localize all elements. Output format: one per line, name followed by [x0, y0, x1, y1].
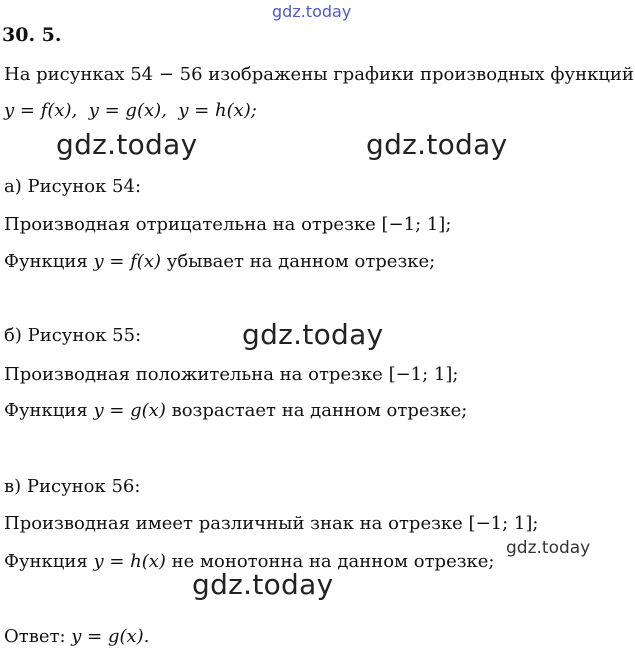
part-a-heading: а) Рисунок 54: [4, 176, 142, 197]
problem-number: 30. 5. [2, 24, 62, 46]
function-f: y = f(x), [4, 100, 78, 121]
watermark: gdz.today [242, 318, 384, 351]
function-list [4, 100, 257, 122]
interval: [−1; 1]; [468, 513, 539, 534]
part-c-derivative: Производная имеет различный знак на отрезке [−1; 1]; [4, 513, 539, 534]
part-b-heading: б) Рисунок 55: [4, 325, 142, 346]
answer-label: Ответ: [4, 626, 72, 647]
function-expr: y = h(x) [93, 551, 166, 572]
answer [4, 626, 149, 648]
watermark: gdz.today [366, 128, 508, 161]
answer-value: y = g(x). [71, 626, 150, 647]
part-a-function: Функция y = f(x) убывает на данном отрезке; [4, 251, 436, 272]
interval: [−1; 1]; [381, 214, 452, 235]
part-c-heading: в) Рисунок 56: [4, 476, 141, 497]
function-expr: y = f(x) [93, 251, 161, 272]
part-a-derivative: Производная отрицательна на отрезке [−1; 1]; [4, 214, 452, 235]
part-b-function: Функция y = g(x) возрастает на данном отрезке; [4, 400, 468, 421]
watermark: gdz.today [56, 128, 198, 161]
part-b-derivative: Производная положительна на отрезке [−1; 1]; [4, 364, 459, 385]
interval: [−1; 1]; [388, 364, 459, 385]
function-expr: y = g(x) [93, 400, 166, 421]
function-h: y = h(x); [178, 100, 257, 121]
watermark: gdz.today [192, 568, 334, 601]
function-g: y = g(x), [88, 100, 167, 121]
part-c-function: Функция y = h(x) не монотонна на данном отрезке; [4, 551, 495, 572]
watermark: gdz.today [506, 538, 591, 558]
watermark: gdz.today [272, 2, 352, 21]
intro-text: На рисунках 54 − 56 изображены графики производных функций [4, 64, 634, 85]
